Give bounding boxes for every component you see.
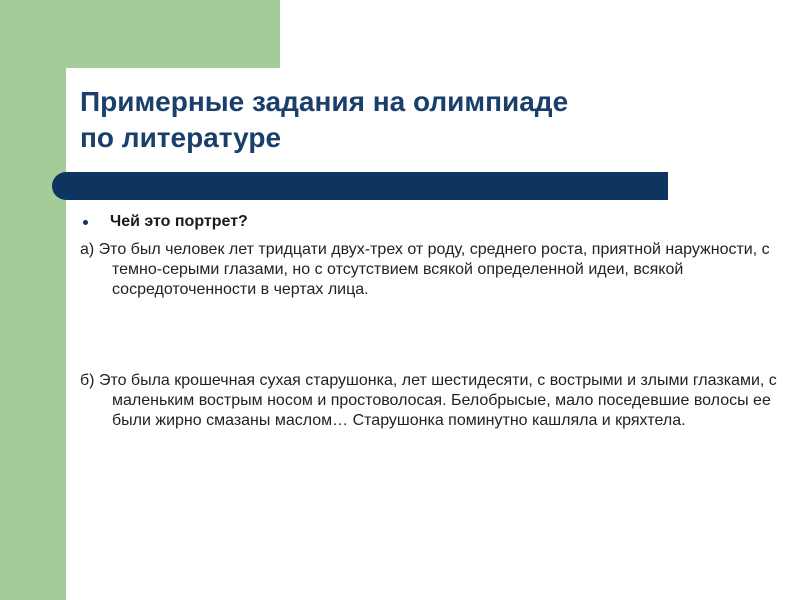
paragraph-a: а) Это был человек лет тридцати двух-трех от роду, среднего роста, приятной наружности, с темно-серыми глазами, но с отсутствием всякой определенной идеи, всякой сосредоточенности в чертах лица.	[80, 241, 770, 298]
title-underline-bar	[52, 172, 668, 200]
top-green-decoration	[66, 0, 280, 68]
slide-title	[80, 84, 760, 156]
bullet-text: Чей это портрет?	[110, 213, 248, 230]
slide-title-line-1: Примерные задания на олимпиаде	[80, 86, 569, 117]
bullet-item	[80, 210, 770, 234]
paragraph-b: б) Это была крошечная сухая старушонка, лет шестидесяти, с вострыми и злыми глазками, с маленьким вострым носом и простоволосая. Белобрысые, мало поседевшие волосы ее были жирно смазаны маслом… Старушонка поминутно кашляла и кряхтела.	[80, 372, 777, 429]
slide-title-line-2: по литературе	[80, 122, 282, 153]
bullet-dot-icon	[83, 220, 88, 225]
left-green-decoration	[0, 0, 66, 600]
